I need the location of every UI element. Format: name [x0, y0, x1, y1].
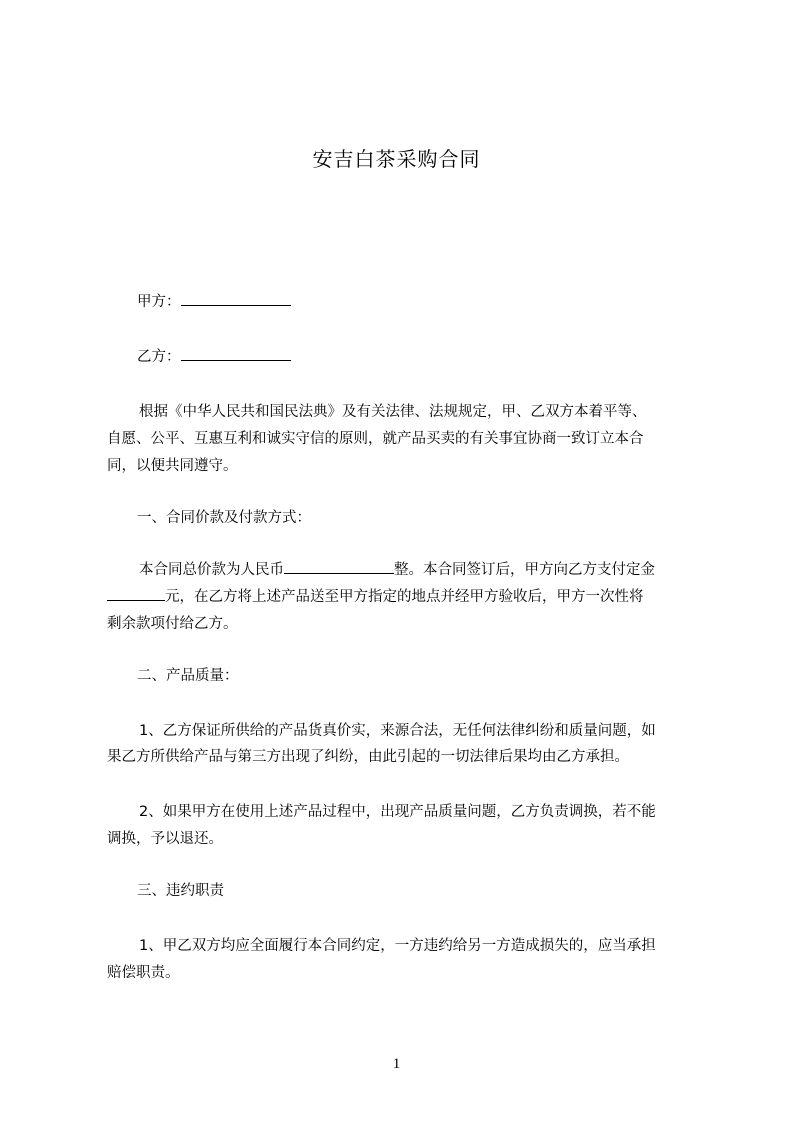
party-a-blank[interactable]: [181, 291, 291, 306]
deposit-blank[interactable]: [107, 586, 165, 601]
section2-item-line: 果乙方所供给产品与第三方出现了纠纷，由此引起的一切法律后果均由乙方承担。: [107, 749, 629, 765]
section1-line: [107, 585, 707, 606]
party-b-label: 乙方：: [137, 349, 181, 365]
section1-text: 本合同总价款为人民币: [139, 562, 284, 578]
section3-item-line: 1、甲乙双方均应全面履行本合同约定，一方违约给另一方造成损失的，应当承担: [139, 938, 656, 954]
section1-text: 元，在乙方将上述产品送至甲方指定的地点并经甲方验收后，甲方一次性将: [165, 589, 644, 605]
section2-item-line: 2、如果甲方在使用上述产品过程中，出现产品质量问题，乙方负责调换，若不能: [139, 804, 656, 820]
total-price-blank[interactable]: [284, 559, 394, 574]
party-a-label: 甲方：: [137, 294, 181, 310]
page-number: 1: [392, 1056, 401, 1072]
section2-item-line: 调换，予以退还。: [107, 831, 223, 847]
party-b-line: [137, 345, 737, 366]
intro-line: 根据《中华人民共和国民法典》及有关法律、法规规定，甲、乙双方本着平等、: [139, 404, 647, 420]
section1-text: 整。本合同签订后，甲方向乙方支付定金: [394, 562, 655, 578]
party-a-line: [137, 290, 737, 311]
contract-title: 安吉白茶采购合同: [312, 147, 481, 171]
section1-line: [139, 558, 739, 579]
section3-item-line: 赔偿职责。: [107, 965, 180, 981]
section-heading: 二、产品质量：: [137, 668, 239, 684]
section-heading: 一、合同价款及付款方式：: [137, 510, 311, 526]
party-b-blank[interactable]: [181, 346, 291, 361]
intro-line: 同，以便共同遵守。: [107, 458, 238, 474]
section2-item-line: 1、乙方保证所供给的产品货真价实，来源合法，无任何法律纠纷和质量问题，如: [139, 723, 656, 739]
intro-line: 自愿、公平、互惠互利和诚实守信的原则，就产品买卖的有关事宜协商一致订立本合: [107, 431, 644, 447]
section-heading: 三、违约职责: [137, 883, 224, 899]
section1-line: 剩余款项付给乙方。: [107, 616, 238, 632]
